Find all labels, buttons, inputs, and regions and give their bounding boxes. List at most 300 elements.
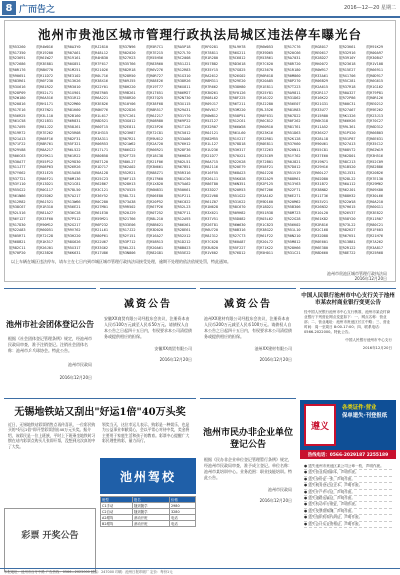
plate-entry: 皖R29V88 xyxy=(9,148,26,153)
ad-table-cell: C2自动 xyxy=(101,509,133,515)
ad-table-cell: 随到随学 xyxy=(132,509,169,515)
plate-entry: 皖R19161 xyxy=(64,56,81,61)
plate-entry: 皖R27M01 xyxy=(91,205,109,210)
social-org-signer: 池州市民政局 xyxy=(68,362,92,367)
plate-entry: 皖R6E380 xyxy=(311,245,329,250)
plate-entry: 皖RL9H78 xyxy=(229,45,246,49)
plate-entry: 皖R50K61 xyxy=(174,188,191,193)
plate-entry: 皖R6A221 xyxy=(91,96,109,101)
lost-item-entry: ● 遗失发票领购簿，声明作废。 xyxy=(304,509,392,515)
plate-entry: 皖R72C81 xyxy=(146,130,164,135)
bank-title: 中国人民银行池州市中心支行关于池州市某农村商业银行变更公告 xyxy=(301,293,395,306)
bank-notice xyxy=(300,288,396,398)
plate-entry: 皖R83R61 xyxy=(9,79,26,84)
plate-entry: 皖R38G22 xyxy=(256,228,274,233)
plate-entry: 皖R29A31 xyxy=(174,107,191,112)
plate-entry: 皖R21T66 xyxy=(119,216,136,221)
plate-entry: 皖R37N21 xyxy=(36,107,54,112)
plate-entry: 皖R12C61 xyxy=(229,119,246,124)
plate-entry: 皖R26V37 xyxy=(339,211,356,216)
plate-entry: 皖R6K318 xyxy=(311,119,329,124)
plate-entry: 皖R20B26 xyxy=(366,170,384,175)
plate-entry: 皖R66911 xyxy=(366,67,384,72)
plate-entry: 皖R7C628 xyxy=(201,239,219,244)
plate-entry: 皖R7D012 xyxy=(284,165,301,170)
plate-entry: 皖R56R25 xyxy=(9,113,26,118)
plate-entry: 皖R20P52 xyxy=(146,199,164,204)
plate-entry: 皖R19200 xyxy=(36,50,54,55)
plate-entry: 皖R11R07 xyxy=(366,216,384,221)
plate-entry: 皖R27L70 xyxy=(174,50,191,55)
plate-entry: 皖R2W180 xyxy=(9,96,26,101)
plate-entry: 皖R36Y52 xyxy=(91,193,109,198)
plate-entry: 皖R27C73 xyxy=(229,234,246,239)
plate-entry: 皖R2A615 xyxy=(311,85,329,90)
plate-entry: 皖R6E631 xyxy=(366,136,384,141)
plate-entry: 皖R68A23 xyxy=(229,170,246,175)
driving-school-ad xyxy=(100,458,196,572)
plate-entry: 皖R88Z71 xyxy=(146,170,164,175)
plate-entry: 皖R3H317 xyxy=(229,148,246,153)
plate-entry: 皖R6J521 xyxy=(36,199,54,204)
lost-item-entry: ● 遗失会计从业资格证，声明作废。 xyxy=(304,522,392,528)
plate-entry: 皖R8M311 xyxy=(201,79,219,84)
ad-table-cell: 2980 xyxy=(169,503,195,509)
plate-entry: 皖R33D27 xyxy=(201,188,219,193)
plate-entry: 皖R82K27 xyxy=(339,228,356,233)
plate-entry: 皖R33E06 xyxy=(119,222,136,227)
plate-entry: 皖R81C56 xyxy=(174,176,191,181)
plate-entry: 皖R20N11 xyxy=(284,148,301,153)
plate-entry: 皖R0E601 xyxy=(311,239,329,244)
plate-entry: 皖R28E61 xyxy=(174,228,191,233)
plate-entry: 皖R31D62 xyxy=(284,96,301,101)
non-enterprise-date: 2016年12月20日 xyxy=(259,498,292,503)
plate-entry: 皖R06B29 xyxy=(311,79,329,84)
plate-entry: 皖R8G626 xyxy=(64,239,81,244)
ad-table-cell: 随到随学 xyxy=(132,503,169,509)
plate-entry: 皖R32916 xyxy=(339,50,356,55)
plate-entry: 皖R7E262 xyxy=(36,130,54,135)
plate-entry: 皖R71K22 xyxy=(256,245,274,250)
plate-entry: 皖R66R21 xyxy=(146,148,164,153)
plate-entry: 皖R4H830 xyxy=(91,56,109,61)
plate-entry: 皖R67B51 xyxy=(174,165,191,170)
plate-entry: 皖R23P26 xyxy=(146,125,164,130)
plate-entry: 皖R61E30 xyxy=(91,211,109,216)
page-footer: 本报地址：池州市百牙中路 广告热线：0566—2022000 邮编：247000 印刷：池州日报印刷厂 定价：每份1元 xyxy=(0,568,400,575)
plate-entry: 皖R06R53 xyxy=(91,142,109,147)
plate-entry: 皖R88R61 xyxy=(284,176,301,181)
plate-entry: 皖R3D020 xyxy=(146,228,164,233)
social-org-title: 池州市社会团体登记公告 xyxy=(6,319,94,329)
plate-entry: 皖R08L62 xyxy=(201,96,219,101)
plate-entry: 皖R37R18 xyxy=(339,85,356,90)
plate-entry: 皖R15A58 xyxy=(64,170,81,175)
plate-entry: 皖R82B86 xyxy=(366,165,384,170)
plate-entry: 皖R20L72 xyxy=(256,239,274,244)
plate-entry: 皖R3Y110 xyxy=(9,182,26,187)
lost-item-list xyxy=(300,462,396,572)
plate-list xyxy=(9,45,393,257)
plate-entry: 皖R25Y81 xyxy=(256,90,274,95)
plate-entry: 皖R20A85 xyxy=(256,79,274,84)
plate-entry: 皖R81R83 xyxy=(284,107,301,112)
plate-entry: 皖R7C620 xyxy=(256,62,274,67)
plate-entry: 皖R17R60 xyxy=(146,176,164,181)
plate-entry: 皖R8B023 xyxy=(174,245,191,250)
plate-entry: 皖RA5P18 xyxy=(174,45,191,49)
plate-entry: 皖R31C21 xyxy=(284,251,301,256)
plate-entry: 皖R1Y762 xyxy=(284,153,301,158)
plate-entry: 皖R25D62 xyxy=(36,193,54,198)
plate-entry: 皖RR3010 xyxy=(64,85,81,90)
plate-entry: 皖R26L11 xyxy=(201,176,219,181)
ad-table xyxy=(100,496,196,527)
plate-entry: 皖R1T126 xyxy=(174,125,191,130)
plate-entry: 皖R31R12 xyxy=(64,96,81,101)
plate-entry: 皖R12A93 xyxy=(174,216,191,221)
capital-1-title: 减资公告 xyxy=(124,299,172,310)
plate-entry: 皖R22K28 xyxy=(229,159,246,164)
plate-entry: 皖R22W18 xyxy=(339,199,356,204)
plate-entry: 皖R55H56 xyxy=(146,56,164,61)
capital-reduction-notice-1 xyxy=(100,288,196,392)
plate-entry: 皖R5K028 xyxy=(229,176,246,181)
plate-entry: 皖R17A95 xyxy=(9,125,26,130)
plate-entry: 皖R2G217 xyxy=(64,222,81,227)
plate-entry: 皖R30B47 xyxy=(366,56,384,61)
plate-entry: 皖R2K128 xyxy=(284,136,301,141)
plate-entry: 皖R21L61 xyxy=(91,228,109,233)
plate-entry: 皖R87R05 xyxy=(91,90,109,95)
non-enterprise-body: 根据《民办非企业单位登记管理暂行条例》规定，经池州市民政局审查，准予成立登记。单位名称：池州市某培训中心。业务范围：职业技能培训。特此公告。 xyxy=(204,457,292,480)
plate-entry: 皖R1L127 xyxy=(201,142,219,147)
plate-entry: 皖R51J21 xyxy=(174,62,191,67)
plate-entry: 皖R02L51 xyxy=(174,159,191,164)
plate-entry: 皖RE3102 xyxy=(64,73,81,78)
plate-entry: 皖R0A128 xyxy=(91,170,109,175)
plate-entry: 皖R7Z263 xyxy=(256,148,274,153)
plate-entry: 皖R6F230 xyxy=(36,79,54,84)
plate-entry: 皖R09J55 xyxy=(119,79,136,84)
plate-entry: 皖RF0281 xyxy=(201,45,219,49)
plate-entry: 皖R32R81 xyxy=(256,136,274,141)
plate-entry: 皖R8F225 xyxy=(229,96,246,101)
plate-entry: 皖R09J17 xyxy=(201,102,219,107)
plate-entry: 皖R0W917 xyxy=(311,67,329,72)
plate-entry: 皖R6W053 xyxy=(256,45,274,49)
plate-entry: 皖R0B316 xyxy=(229,228,246,233)
page-header xyxy=(0,0,400,16)
plate-entry: 皖R37N96 xyxy=(119,45,136,49)
plate-entry: 皖R22U67 xyxy=(91,239,109,244)
plate-entry: 皖R8R517 xyxy=(146,107,164,112)
plate-entry: 皖R6L221 xyxy=(119,245,136,250)
plate-entry: 皖R79P81 xyxy=(366,90,384,95)
plate-entry: 皖R6D312 xyxy=(366,125,384,130)
plate-entry: 皖R80P61 xyxy=(91,234,109,239)
plate-entry: 皖R61Z07 xyxy=(201,199,219,204)
plate-entry: 皖R82C11 xyxy=(9,245,26,250)
plate-entry: 皖R22V08 xyxy=(201,193,219,198)
plate-entry: 皖R00A97 xyxy=(366,50,384,55)
plate-entry: 皖R6J217 xyxy=(146,113,164,118)
plate-entry: 皖R83R60 xyxy=(146,62,164,67)
lost-item-entry: ● 遗失税务登记证正本，声明作废。 xyxy=(304,483,392,489)
plate-entry: 皖R60D51 xyxy=(36,228,54,233)
plate-entry: 皖R0N776 xyxy=(91,107,109,112)
plate-entry: 皖R20816 xyxy=(9,102,26,107)
plate-entry: 皖RH1171 xyxy=(36,102,54,107)
plate-entry: 皖R1R280 xyxy=(201,56,219,61)
notice-footer-text: 以上车辆在城区违法停车，请车主在七日内到市城区城市管理行政执法局接受处理，逾期不处理的依法依规处罚，特此通知。 xyxy=(11,259,231,264)
plate-entry: 皖RE0212 xyxy=(366,102,384,107)
plate-entry: 皖RC6812 xyxy=(229,56,246,61)
plate-entry: 皖R1C823 xyxy=(256,222,274,227)
page-number: 8 xyxy=(2,1,16,15)
plate-entry: 皖R58F21 xyxy=(256,165,274,170)
lost-item-entry: ● 遗失开户许可证，声明作废。 xyxy=(304,490,392,496)
plate-entry: 皖R21B31 xyxy=(36,119,54,124)
plate-entry: 皖R7H615 xyxy=(339,205,356,210)
capital-reduction-notice-2 xyxy=(200,288,296,392)
plate-entry: 皖R51R38 xyxy=(256,211,274,216)
plate-entry: 皖R91K29 xyxy=(366,45,384,49)
plate-entry: 皖R20R53 xyxy=(229,188,246,193)
plate-entry: 皖R19R72 xyxy=(9,130,26,135)
plate-entry: 皖R38R26 xyxy=(174,79,191,84)
plate-entry: 皖R7R662 xyxy=(201,85,219,90)
plate-entry: 皖R6R618 xyxy=(256,73,274,78)
plate-entry: 皖R68B21 xyxy=(9,239,26,244)
plate-entry: 皖R08P63 xyxy=(36,165,54,170)
plate-entry: 皖R20A61 xyxy=(146,245,164,250)
plate-entry: 皖R55E22 xyxy=(174,251,191,256)
plate-entry: 皖R72C28 xyxy=(36,234,54,239)
plate-entry: 皖R7Y662 xyxy=(9,170,26,175)
plate-entry: 皖R66H26 xyxy=(339,119,356,124)
plate-entry: 皖R21C81 xyxy=(64,182,81,187)
plate-entry: 皖R55C81 xyxy=(311,148,329,153)
plate-entry: 皖R2A720 xyxy=(146,142,164,147)
plate-entry: 皖R1P520 xyxy=(339,130,356,135)
plate-entry: 皖R37E60 xyxy=(311,153,329,158)
plate-entry: 皖R8J312 xyxy=(201,234,219,239)
plate-entry: 皖R10L20 xyxy=(311,211,329,216)
plate-entry: 皖R13Y63 xyxy=(284,182,301,187)
plate-entry: 皖RL3526 xyxy=(256,107,274,112)
plate-entry: 皖R6A112 xyxy=(339,182,356,187)
plate-entry: 皖R28H13 xyxy=(119,182,136,187)
plate-entry: 皖R19T77 xyxy=(146,85,164,90)
plate-entry: 皖R75A62 xyxy=(174,182,191,187)
plate-entry: 皖R17D30 xyxy=(9,222,26,227)
plate-entry: 皖R5F227 xyxy=(229,245,246,250)
plate-entry: 皖R6U720 xyxy=(201,228,219,233)
plate-entry: 皖R81K60 xyxy=(64,107,81,112)
plate-entry: 皖R6T206 xyxy=(256,188,274,193)
plate-entry: 皖R60T15 xyxy=(91,125,109,130)
plate-entry: 皖R32D88 xyxy=(311,234,329,239)
plate-entry: 皖R3A311 xyxy=(91,136,109,141)
plate-entry: 皖R86T80 xyxy=(201,182,219,187)
plate-entry: 皖R3N261 xyxy=(201,90,219,95)
plate-entry: 皖R8M723 xyxy=(284,211,301,216)
plate-entry: 皖R52R21 xyxy=(119,170,136,175)
plate-entry: 皖R12R83 xyxy=(174,67,191,72)
plate-entry: 皖R9B261 xyxy=(119,90,136,95)
plate-entry: 皖R1G162 xyxy=(366,85,384,90)
plate-entry: 皖R29D30 xyxy=(64,159,81,164)
plate-entry: 皖R72P86 xyxy=(339,96,356,101)
plate-entry: 皖R16A27 xyxy=(146,234,164,239)
article-col-2: 领奖当天，这位幸运儿表示，购彩是一种娱乐，也是为公益事业奉献爱心，会以平常心对待中奖，奖金将主要用于家庭生活和孩子的教育。彩票中心提醒广大彩民理性购彩，量力而行。 xyxy=(102,422,190,444)
bank-body: 经中国人民银行池州市中心支行核准，池州市某农村商业银行下列营业网点变更如下：一、网点名称：营业部；二、营业地址：池州市贵池区长江中路；三、营业时间：周一至周日 8:00-17:00；四、联系电话：0566-2022000。特此公告。 xyxy=(304,310,391,334)
plate-entry: 皖R19N71 xyxy=(311,159,329,164)
plate-entry: 皖R06M27 xyxy=(174,90,191,95)
plate-entry: 皖R13K26 xyxy=(64,79,81,84)
plate-entry: 皖R62B67 xyxy=(91,182,109,187)
plate-entry: 皖R81T61 xyxy=(284,125,301,130)
plate-entry: 皖R35C12 xyxy=(366,142,384,147)
non-enterprise-notice xyxy=(200,398,296,572)
plate-entry: 皖R06C63 xyxy=(9,153,26,158)
plate-entry: 皖R60G11 xyxy=(366,205,384,210)
plate-entry: 皖R8T120 xyxy=(91,159,109,164)
plate-entry: 皖R11T36 xyxy=(311,193,329,198)
brand-logo: 遵义 xyxy=(304,404,336,446)
plate-entry: 皖R6E271 xyxy=(284,193,301,198)
plate-entry: 皖R61W27 xyxy=(36,56,54,61)
plate-entry: 皖R28H66 xyxy=(284,245,301,250)
plate-entry: 皖R2P125 xyxy=(256,182,274,187)
plate-entry: 皖R23691 xyxy=(9,56,26,61)
plate-entry: 皖R18C38 xyxy=(146,153,164,158)
plate-entry: 皖R8P270 xyxy=(284,79,301,84)
ad-table-cell: 班型 xyxy=(101,497,133,503)
plate-entry: 皖R3E826 xyxy=(91,102,109,107)
plate-entry: 皖R16F55 xyxy=(201,170,219,175)
plate-entry: 皖R38C67 xyxy=(9,205,26,210)
plate-entry: 皖R1J531 xyxy=(339,170,356,175)
plate-entry: 皖R29K11 xyxy=(36,153,54,158)
bank-signer: 中国人民银行池州市中心支行 xyxy=(345,338,392,342)
plate-entry: 皖R72686 xyxy=(9,62,26,67)
ad-table-cell: 价格 xyxy=(169,497,195,503)
plate-entry: 皖RG8017 xyxy=(311,45,329,49)
plate-entry: 皖R9D160 xyxy=(256,199,274,204)
plate-entry: 皖R9V762 xyxy=(64,228,81,233)
plate-entry: 皖R67P26 xyxy=(146,205,164,210)
plate-entry: 皖R78811 xyxy=(201,50,219,55)
plate-entry: 皖R06X61 xyxy=(174,222,191,227)
plate-entry: 皖R39D65 xyxy=(256,50,274,55)
plate-entry: 皖R26J01 xyxy=(36,245,54,250)
plate-entry: 皖R13B81 xyxy=(339,239,356,244)
plate-entry: 皖R33G62 xyxy=(91,245,109,250)
plate-entry: 皖R30L66 xyxy=(366,193,384,198)
plate-entry: 皖R6G615 xyxy=(366,79,384,84)
capital-1-body: 安徽XX商贸有限公司经股东会决议，注册资本由人民币100万元减至人民币50万元。请债权人自本公告之日起四十五日内，有权要求本公司清偿债务或提供相应的担保。 xyxy=(104,316,192,339)
plate-entry: 皖R0G117 xyxy=(36,188,54,193)
plate-entry: 皖RA2612 xyxy=(201,73,219,78)
plate-entry: 皖R6R831 xyxy=(64,119,81,124)
plate-entry: 皖R28R50 xyxy=(119,73,136,78)
plate-entry: 皖R3A162 xyxy=(256,193,274,198)
plate-entry: 皖R2F725 xyxy=(119,153,136,158)
plate-entry: 皖R6N351 xyxy=(229,182,246,187)
plate-entry: 皖R53260 xyxy=(9,45,26,49)
plate-entry: 皖R16J22 xyxy=(256,96,274,101)
plate-entry: 皖R07A61 xyxy=(64,50,81,55)
plate-entry: 皖R78L50 xyxy=(64,188,81,193)
lost-item-entry: ● 遗失机动车行驶证，声明作废。 xyxy=(304,502,392,508)
plate-entry: 皖RC2008 xyxy=(174,56,191,61)
plate-entry: 皖R29E20 xyxy=(229,79,246,84)
social-org-notice xyxy=(4,288,96,392)
plate-entry: 皖R26T81 xyxy=(201,222,219,227)
plate-entry: 皖R6T211 xyxy=(229,102,246,107)
plate-entry: 皖R08V72 xyxy=(339,148,356,153)
ad-table-cell: C1手动 xyxy=(101,503,133,509)
plate-entry: 皖R7A262 xyxy=(366,239,384,244)
notice-date: 2016年12月20日 xyxy=(354,276,387,281)
plate-entry: 皖R0M860 xyxy=(284,73,301,78)
plate-entry: 皖R11J77 xyxy=(9,165,26,170)
lost-item-entry: ● 遗失营业执照副本，声明作废。 xyxy=(304,470,392,476)
capital-2-signer: 池州XX建材有限公司 xyxy=(254,346,292,351)
plate-entry: 皖R6C812 xyxy=(256,119,274,124)
plate-entry: 皖R0R126 xyxy=(366,96,384,101)
plate-entry: 皖R6H826 xyxy=(174,153,191,158)
lost-item-entry: ● 遗失组织机构代码证，声明作废。 xyxy=(304,515,392,521)
plate-entry: 皖R9R502 xyxy=(119,205,136,210)
plate-entry: 皖R1V108 xyxy=(366,62,384,67)
article-title: 无锡地铁站又刮出"好运1倍"40万头奖 xyxy=(14,407,186,418)
plate-entry: 皖R02D80 xyxy=(311,176,329,181)
plate-entry: 皖RC5012 xyxy=(174,130,191,135)
plate-entry: 皖R21W62 xyxy=(119,142,136,147)
plate-entry: 皖R6C022 xyxy=(174,199,191,204)
plate-entry: 皖R0J821 xyxy=(284,159,301,164)
section-name: 广而告之 xyxy=(19,4,56,15)
ad-phone: 热线电话：0566-2029187 2255189 xyxy=(300,450,396,459)
plate-entry: 皖R32A29 xyxy=(256,176,274,181)
parking-violation-notice xyxy=(4,20,396,282)
plate-entry: 皖R8L210 xyxy=(146,216,164,221)
ad-table-cell: B2增驾 xyxy=(101,521,133,527)
plate-entry: 皖R1K517 xyxy=(36,239,54,244)
plate-entry: 皖R2R117 xyxy=(311,90,329,95)
plate-entry: 皖R8N770 xyxy=(36,67,54,72)
plate-entry: 皖R61F22 xyxy=(256,234,274,239)
plate-entry: 皖R1N628 xyxy=(201,205,219,210)
ad-table-row xyxy=(101,521,196,527)
plate-entry: 皖R60R10 xyxy=(256,125,274,130)
plate-entry: 皖R17C76 xyxy=(284,45,301,49)
plate-entry: 皖R1B520 xyxy=(339,165,356,170)
plate-entry: 皖R73A38 xyxy=(119,199,136,204)
plate-entry: 皖R3L110 xyxy=(36,113,54,118)
plate-entry: 皖R8J116 xyxy=(201,165,219,170)
plate-entry: 皖R27A67 xyxy=(339,107,356,112)
plate-entry: 皖R52C09 xyxy=(366,159,384,164)
plate-entry: 皖R28D27 xyxy=(311,56,329,61)
plate-entry: 皖R8R720 xyxy=(284,62,301,67)
plate-entry: 皖R1L617 xyxy=(91,113,109,118)
plate-entry: 皖R73L22 xyxy=(339,222,356,227)
